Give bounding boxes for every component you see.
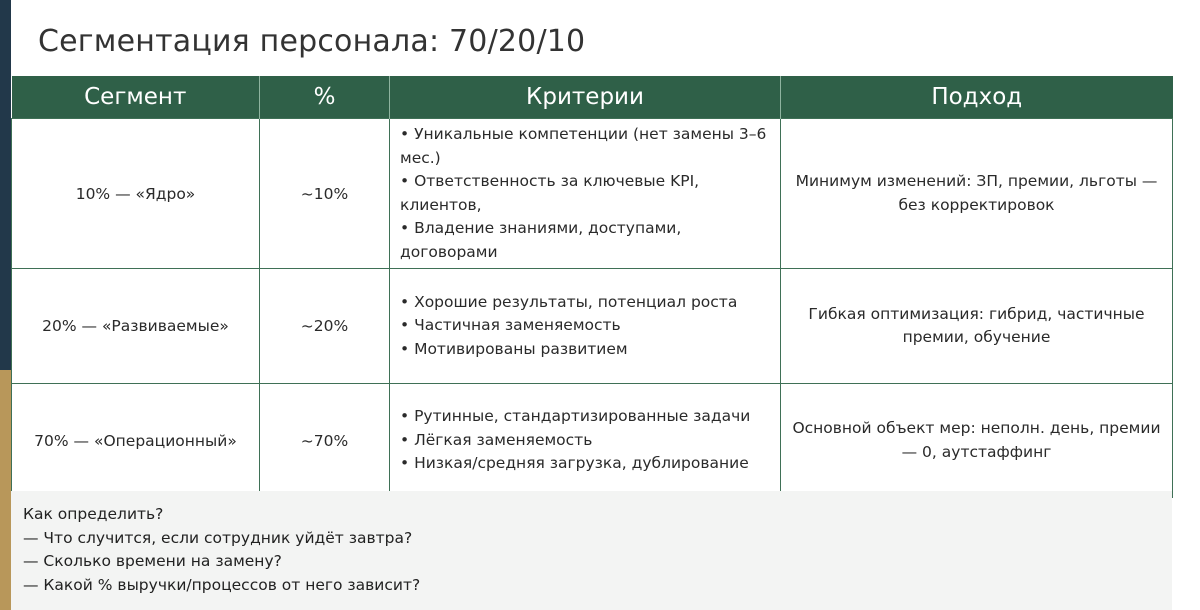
notes-line: — Сколько времени на замену?: [23, 552, 282, 570]
criteria-item: • Частичная заменяемость: [400, 316, 621, 335]
table-row: [12, 269, 1173, 384]
segmentation-table: [11, 76, 1173, 498]
percent-cell: ~10%: [260, 119, 390, 269]
percent-cell: ~70%: [260, 384, 390, 498]
criteria-item: • Ответственность за ключевые KPI, клиентов,: [400, 172, 700, 214]
header-criteria: Критерии: [390, 76, 781, 119]
criteria-cell: [390, 384, 781, 498]
notes-box: [11, 491, 1172, 610]
approach-text: Гибкая оптимизация: гибрид, частичные премии, обучение: [808, 304, 1145, 346]
approach-text: Основной объект мер: неполн. день, премии — 0, аутстаффинг: [792, 419, 1161, 461]
notes-line: Как определить?: [23, 505, 164, 523]
segment-cell: 70% — «Операционный»: [12, 384, 260, 498]
criteria-item: • Уникальные компетенции (нет замены 3–6 мес.): [400, 125, 767, 167]
page-title: Сегментация персонала: 70/20/10: [38, 24, 586, 59]
criteria-item: • Лёгкая заменяемость: [400, 430, 593, 449]
criteria-cell: [390, 269, 781, 384]
left-edge-accent: [0, 370, 11, 610]
criteria-cell: [390, 119, 781, 269]
criteria-item: • Хорошие результаты, потенциал роста: [400, 292, 738, 311]
criteria-item: • Мотивированы развитием: [400, 339, 628, 358]
header-segment: Сегмент: [12, 76, 260, 119]
segment-cell: 20% — «Развиваемые»: [12, 269, 260, 384]
percent-cell: ~20%: [260, 269, 390, 384]
header-approach: Подход: [781, 76, 1173, 119]
approach-cell: [781, 119, 1173, 269]
approach-text: Минимум изменений: ЗП, премии, льготы — без корректировок: [795, 172, 1158, 214]
table-row: [12, 384, 1173, 498]
criteria-item: • Низкая/средняя загрузка, дублирование: [400, 454, 749, 473]
header-percent: %: [260, 76, 390, 119]
criteria-item: • Владение знаниями, доступами, договорами: [400, 219, 682, 261]
approach-cell: [781, 269, 1173, 384]
approach-cell: [781, 384, 1173, 498]
table-row: [12, 119, 1173, 269]
notes-line: — Какой % выручки/процессов от него зависит?: [23, 575, 421, 594]
segment-cell: 10% — «Ядро»: [12, 119, 260, 269]
table-header-row: [12, 76, 1173, 119]
left-edge-decoration: [0, 0, 11, 610]
criteria-item: • Рутинные, стандартизированные задачи: [400, 407, 751, 426]
notes-line: — Что случится, если сотрудник уйдёт завтра?: [23, 528, 413, 547]
